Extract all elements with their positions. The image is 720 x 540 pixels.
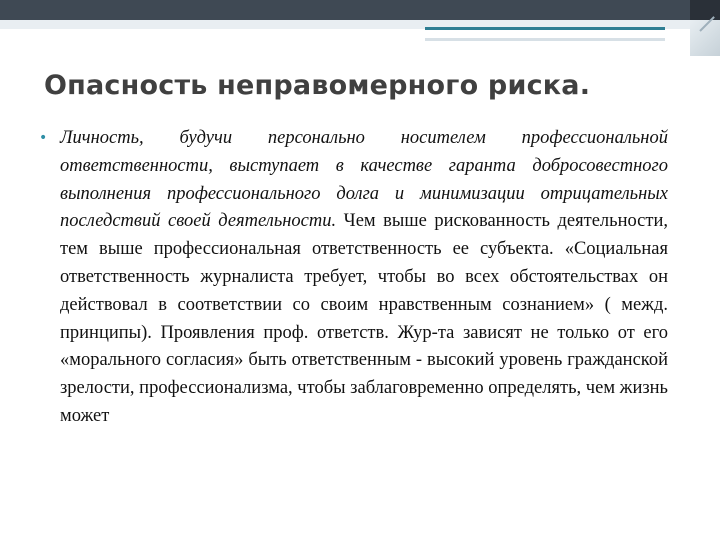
header-band (0, 0, 720, 20)
body-regular-text: Чем выше рискованность деятельности, тем выше профессиональная ответственность ее субъекта. «Социальная ответственность журналиста требует, чтобы во всех обстоятельствах он действовал в соответствии со своим нравственным сознанием» ( межд. принципы). Проявления проф. ответств. Жур-та зависят не только от его «морального согласия» быть ответственным - высокий уровень гражданской зрелости, профессионализма, чтобы заблаговременно определять, чем жизнь может (60, 211, 669, 426)
slide-body (39, 125, 669, 431)
bullet-icon: • (39, 130, 48, 146)
accent-stripe (425, 27, 665, 30)
accent-stripe-light (425, 38, 665, 41)
body-italic-text: Личность, будучи персонально носителем профессиональной ответственности, выступает в качестве гаранта добросовестного выполнения профессионального долга и минимизации отрицательных последствий своей деятельности. (60, 128, 668, 232)
slide-title: Опасность неправомерного риска. (44, 70, 591, 101)
header-band-corner (690, 0, 720, 20)
